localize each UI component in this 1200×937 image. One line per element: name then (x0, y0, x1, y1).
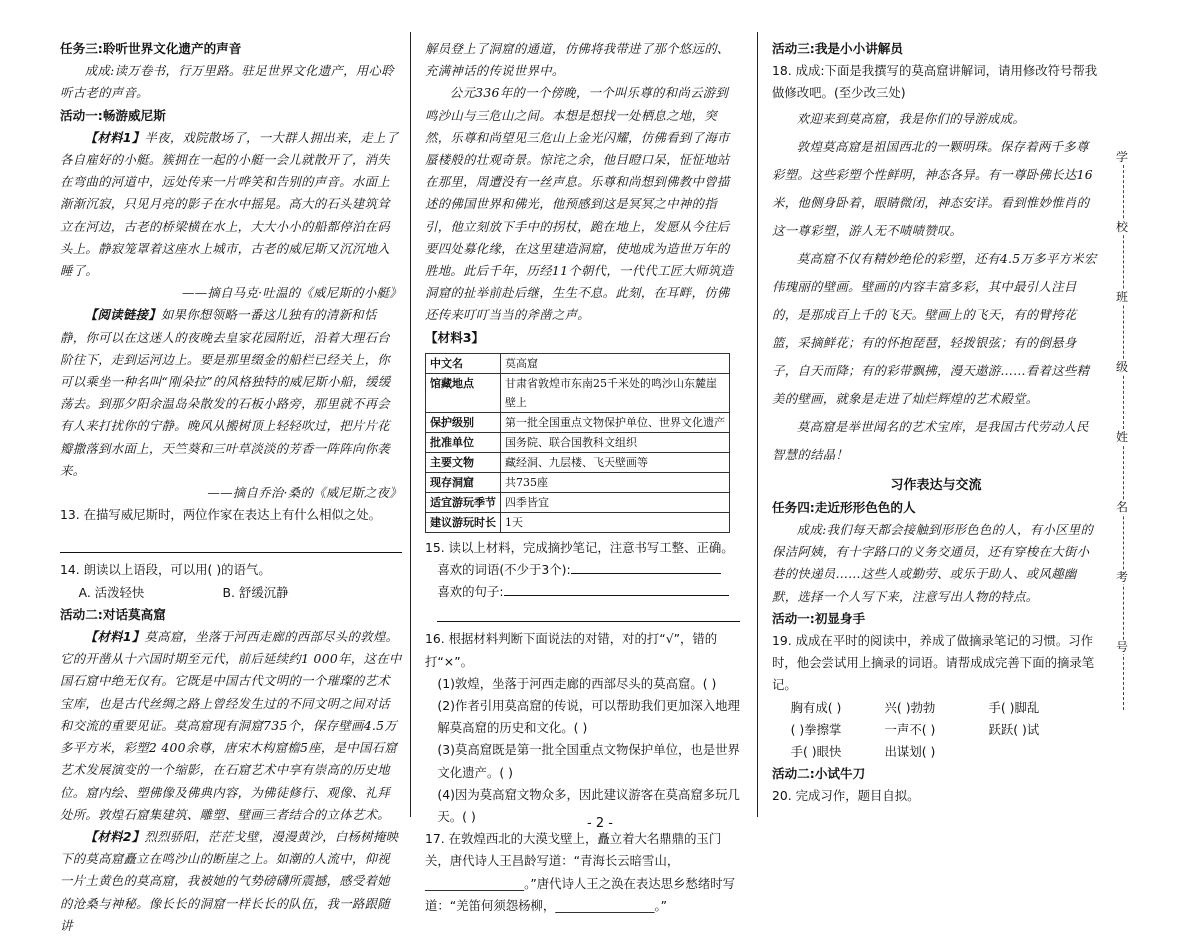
word-blank[interactable]: 手( )脚乱 (988, 699, 1040, 715)
binding-margin-char: 名 (1116, 500, 1129, 514)
activity1-title: 活动一:初显身手 (772, 610, 866, 626)
word-blank[interactable]: 兴( )勃勃 (884, 699, 936, 715)
q16-item-1[interactable]: (1)敦煌，坐落于河西走廊的西部尽头的莫高窟。( ) (437, 675, 717, 691)
column-divider (757, 32, 758, 817)
page-number: - 2 - (587, 816, 613, 831)
guide-speech-4: 莫高窟是举世闻名的艺术宝库，是我国古代劳动人民智慧的结晶！ (772, 418, 1089, 462)
info-table-row (426, 432, 730, 452)
info-value: 四季皆宜 (501, 492, 730, 512)
question-14: 14. 朗读以上语段，可以用( )的语气。 (60, 562, 271, 578)
info-key: 中文名 (426, 353, 501, 373)
binding-margin-char: 级 (1116, 360, 1129, 374)
info-table-row (426, 492, 730, 512)
info-value: 甘肃省敦煌市东南25千米处的鸣沙山东麓崖壁上 (501, 373, 730, 412)
info-key: 保护级别 (426, 412, 501, 432)
q15-extra-line[interactable] (437, 603, 740, 622)
question-18: 18. 成成:下面是我撰写的莫高窟讲解词，请用修改符号帮我做修改吧。(至少改三处) (772, 63, 1098, 101)
activity2-title: 活动二:对话莫高窟 (60, 606, 166, 622)
q15-sentence-blank[interactable] (504, 595, 729, 596)
info-key: 现存洞窟 (426, 472, 501, 492)
word-row-3 (772, 741, 1100, 763)
info-key: 建议游玩时长 (426, 512, 501, 532)
column-middle (425, 38, 740, 917)
info-key: 批准单位 (426, 432, 501, 452)
material2-continued: 解员登上了洞窟的通道，仿佛将我带进了那个悠远的、充满神话的传说世界中。 (425, 41, 730, 79)
info-table-row (426, 512, 730, 532)
task4-title: 任务四:走近形形色色的人 (772, 499, 916, 515)
material1-mogao: 【材料1】莫高窟，坐落于河西走廊的西部尽头的敦煌。它的开凿从十六国时期至元代，前后延续约1 000年，这在中国石窟中绝无仅有。它既是中国古代文明的一个璀璨的艺术宝库，也是古代丝绸之路上曾经发生过的不同文明之间对话和交流的重要见证。莫高窟现有洞窟735个，保存壁画4.5万多平方米，彩塑2 400余尊，唐宋木构窟檐5座，是中国石窟艺术发展演变的一个缩影，在石窟艺术中享有崇高的历史地位。窟内绘、塑佛像及佛典内容，为佛徒修行、观像、礼拜处所。敦煌石窟集建筑、雕塑、壁画三者结合的立体艺术。 (60, 629, 402, 822)
q15-sentence-row: 喜欢的句子: (425, 581, 740, 603)
question-19: 19. 成成在平时的阅读中，养成了做摘录笔记的习惯。习作时，他会尝试用上摘录的词语。请帮成成完善下面的摘录笔记。 (772, 633, 1095, 693)
question-17-blanks[interactable]: ________________。”唐代诗人王之涣在表达思乡愁绪时写道：“羌笛何须怨杨柳，________________。” (425, 875, 735, 913)
info-value: 1天 (501, 512, 730, 532)
section-title: 习作表达与交流 (890, 477, 982, 493)
question-14-options (60, 582, 402, 604)
binding-margin-char: 号 (1116, 640, 1129, 654)
option-a[interactable]: A. 活泼轻快 (78, 584, 145, 600)
binding-margin-char: 校 (1116, 220, 1129, 234)
reading-link: 【阅读链接】如果你想领略一番这儿独有的清新和恬静，你可以在这迷人的夜晚去皇家花园附近，沿着大理石台阶往下，走到运河边上。要是那里缀金的船栏已经关上，你可以乘坐一种名叫“刚朵拉”的风格独特的威尼斯小船，缓缓荡去。到那夕阳余温岛朵散发的石板小路旁，那里就不再会有人来打扰你的宁静。晚风从搬树顶上轻轻吹过，把片片花瓣撒落到水面上，天竺葵和三叶草淡淡的芳香一阵阵向你袭来。 (60, 307, 391, 478)
reading-link-source: ——摘自乔治·桑的《威尼斯之夜》 (207, 485, 402, 501)
word-row-1 (772, 697, 1100, 719)
guide-speech-3: 莫高窟不仅有精妙绝伦的彩塑，还有4.5万多平方米宏伟瑰丽的壁画。壁画的内容丰富多彩，其中最引人注目的，是那成百上千的飞天。壁画上的飞天，有的臂挎花篮，采摘鲜花；有的怀抱琵琶，轻拨银弦；有的倒悬身子，自天而降；有的彩带飘拂，漫天遨游……看着这些精美的壁画，就象是走进了灿烂辉煌的艺术殿堂。 (772, 250, 1097, 406)
info-table-row (426, 452, 730, 472)
info-table (425, 353, 730, 533)
info-key: 适宜游玩季节 (426, 492, 501, 512)
binding-margin-char: 学 (1116, 150, 1129, 164)
material2-mogao: 【材料2】烈烈骄阳，茫茫戈壁，漫漫黄沙，白杨树掩映下的莫高窟矗立在鸣沙山的断崖之上。如潮的人流中，仰视一片土黄色的莫高窟，我被她的气势磅礴所震撼，感受着她的沧桑与神秘。像长长的洞窟一样长长的队伍，我一路跟随讲 (60, 828, 399, 933)
binding-margin (1116, 150, 1138, 710)
info-value: 莫高窟 (501, 353, 730, 373)
word-blank[interactable]: 跃跃( )试 (988, 721, 1040, 737)
info-table-row (426, 373, 730, 412)
activity1-title: 活动一:畅游威尼斯 (60, 107, 166, 123)
word-blank[interactable]: 一声不( ) (884, 721, 936, 737)
column-left (60, 38, 402, 937)
info-key: 主要文物 (426, 452, 501, 472)
material1-source: ——摘自马克·吐温的《威尼斯的小艇》 (182, 285, 402, 301)
question-20: 20. 完成习作，题目自拟。 (772, 788, 920, 804)
task3-title: 任务三:聆听世界文化遗产的声音 (60, 41, 242, 56)
word-blank[interactable]: ( )拳擦掌 (790, 721, 842, 737)
question-13: 13. 在描写威尼斯时，两位作家在表达上有什么相似之处。 (60, 507, 382, 523)
material1-venice: 【材料1】半夜，戏院散场了，一大群人拥出来，走上了各自雇好的小艇。簇拥在一起的小艇一会儿就散开了，消失在弯曲的河道中，远处传来一片哗笑和告别的声音。水面上渐渐沉寂，只见月亮的影子在水中摇晃。高大的石头建筑耸立在河边，古老的桥梁横在水上，大大小小的船都停泊在码头上。静寂笼罩着这座水上城市，古老的威尼斯又沉沉地入睡了。 (60, 129, 399, 279)
guide-speech-1: 欢迎来到莫高窟，我是你们的导游成成。 (796, 110, 1026, 126)
info-table-row (426, 472, 730, 492)
binding-margin-char: 考 (1116, 570, 1129, 584)
column-right (772, 38, 1100, 808)
task4-intro: 成成:我们每天都会接触到形形色色的人，有小区里的保洁阿姨，有十字路口的义务交通员，还有穿梭在大街小巷的快递员……这些人或勤劳、或乐于助人、或风趣幽默，选择一个人写下来，注意写出人物的特点。 (772, 522, 1094, 604)
word-row-2 (772, 719, 1100, 741)
info-value: 藏经洞、九层楼、飞天壁画等 (501, 452, 730, 472)
column-divider (410, 32, 411, 817)
info-key: 馆藏地点 (426, 373, 501, 412)
binding-margin-char: 姓 (1116, 430, 1129, 444)
q16-item-4[interactable]: (4)因为莫高窟文物众多，因此建议游客在莫高窟多玩几天。( ) (437, 786, 740, 825)
task3-intro: 成成:读万卷书，行万里路。驻足世界文化遗产，用心聆听古老的声音。 (60, 63, 394, 101)
info-table-row (426, 412, 730, 432)
material3-label: 【材料3】 (425, 329, 485, 345)
activity3-title: 活动三:我是小小讲解员 (772, 41, 903, 56)
q16-item-3[interactable]: (3)莫高窟既是第一批全国重点文物保护单位，也是世界文化遗产。( ) (437, 742, 740, 780)
question-16: 16. 根据材料判断下面说法的对错，对的打“√”，错的打“×”。 (425, 631, 718, 669)
info-table-row (426, 353, 730, 373)
material2-legend: 公元336年的一个傍晚，一个叫乐尊的和尚云游到鸣沙山与三危山之间。本想是想找一处栖息之地，突然，乐尊和尚望见三危山上金光闪耀，仿佛看到了海市蜃楼般的壮观奇景。惊诧之余，他目瞪口呆，怔怔地站在那里，周遭没有一丝声息。乐尊和尚想到佛教中曾描述的佛国世界和佛光，他预感到这是冥冥之中神的指引，他立刻放下手中的拐杖，跪在地上，发愿从今往后要四处募化缘，在这里建造洞窟，使地成为造世万年的胜地。此后千年，历经11个朝代，一代代工匠大师筑造洞窟的扯举前赴后继，生生不息。此刻，在耳畔，仿佛还传来叮叮当当的斧凿之声。 (425, 85, 734, 323)
q16-item-2[interactable]: (2)作者引用莫高窟的传说，可以帮助我们更加深入地理解莫高窟的历史和文化。( ) (437, 698, 740, 736)
question-17: 17. 在敦煌西北的大漠戈壁上，矗立着大名鼎鼎的玉门关，唐代诗人王昌龄写道：“青海长云暗雪山， (425, 831, 722, 869)
q15-words-blank[interactable] (571, 573, 721, 574)
info-value: 第一批全国重点文物保护单位、世界文化遗产 (501, 412, 730, 432)
activity2-title: 活动二:小试牛刀 (772, 766, 866, 782)
option-b[interactable]: B. 舒缓沉静 (222, 584, 289, 600)
word-blank[interactable]: 胸有成( ) (790, 699, 842, 715)
question-15: 15. 读以上材料，完成摘抄笔记，注意书写工整、正确。 (425, 539, 734, 555)
guide-speech-2: 敦煌莫高窟是祖国西北的一颗明珠。保存着两千多尊彩塑。这些彩塑个性鲜明，神态各异。有一尊卧佛长达16米，他侧身卧着，眼睛微闭，神态安详。看到惟妙惟肖的这一尊彩塑，游人无不啧啧赞叹。 (772, 138, 1093, 238)
info-value: 国务院、联合国教科文组织 (501, 432, 730, 452)
answer-line-13[interactable] (60, 534, 402, 553)
info-value: 共735座 (501, 472, 730, 492)
word-blank[interactable]: 手( )眼快 (790, 744, 842, 760)
q15-words-row: 喜欢的词语(不少于3个): (425, 559, 740, 581)
binding-margin-char: 班 (1116, 290, 1129, 304)
word-blank[interactable]: 出谋划( ) (884, 744, 936, 760)
